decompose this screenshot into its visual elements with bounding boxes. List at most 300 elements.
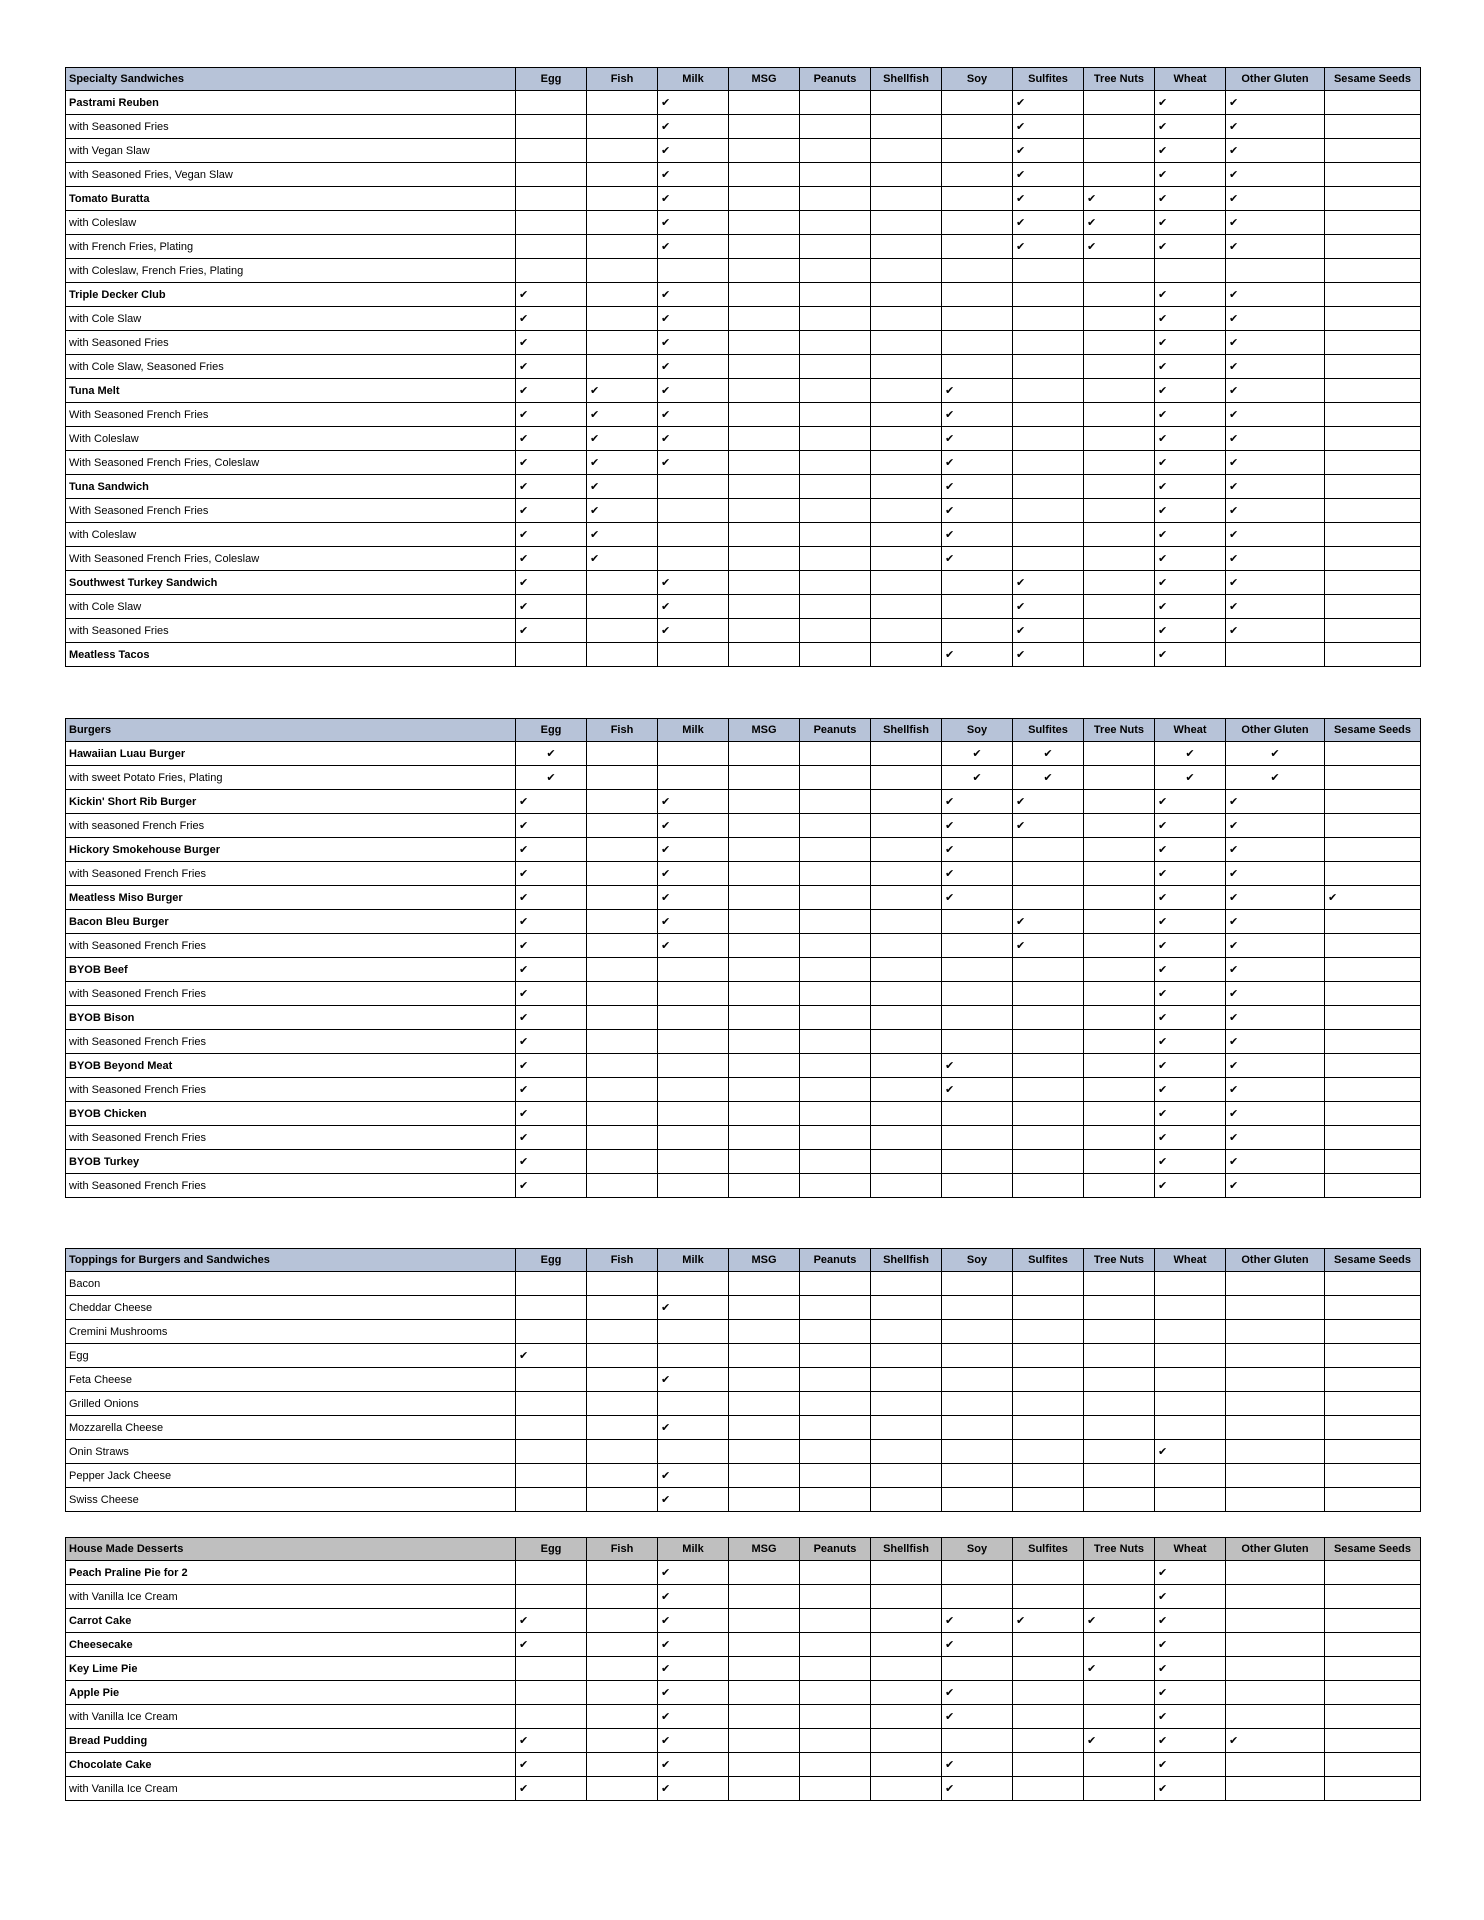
check-icon: ✔ [661,193,671,205]
cell-fish [587,1030,658,1054]
cell-peanuts [800,1320,871,1344]
table-row [66,619,1421,643]
table-row [66,1054,1421,1078]
check-icon: ✔ [519,409,529,421]
check-icon: ✔ [519,601,529,613]
cell-other-gluten [1226,814,1325,838]
check-icon: ✔ [661,892,671,904]
cell-wheat [1155,355,1226,379]
cell-shellfish [871,1054,942,1078]
cell-milk [658,1320,729,1344]
cell-egg [516,187,587,211]
cell-fish [587,379,658,403]
check-icon: ✔ [1158,505,1168,517]
cell-sesame-seeds [1325,1126,1421,1150]
check-icon: ✔ [1158,1060,1168,1072]
column-header-peanuts: Peanuts [800,1249,871,1272]
check-icon: ✔ [1229,169,1239,181]
cell-msg [729,742,800,766]
cell-wheat [1155,862,1226,886]
cell-sulfites [1013,163,1084,187]
cell-fish [587,1464,658,1488]
cell-shellfish [871,379,942,403]
check-icon: ✔ [1229,121,1239,133]
column-header-sulfites: Sulfites [1013,1249,1084,1272]
cell-soy [942,1272,1013,1296]
cell-msg [729,1488,800,1512]
cell-wheat [1155,766,1226,790]
cell-soy [942,403,1013,427]
cell-shellfish [871,259,942,283]
cell-egg [516,1416,587,1440]
cell-msg [729,163,800,187]
check-icon: ✔ [661,625,671,637]
check-icon: ✔ [1043,772,1053,784]
cell-peanuts [800,1416,871,1440]
cell-msg [729,1150,800,1174]
cell-fish [587,1681,658,1705]
cell-fish [587,331,658,355]
item-name: Bacon [66,1272,516,1296]
cell-sesame-seeds [1325,619,1421,643]
check-icon: ✔ [1229,577,1239,589]
cell-milk [658,595,729,619]
cell-sulfites [1013,1633,1084,1657]
cell-sesame-seeds [1325,1174,1421,1198]
check-icon: ✔ [972,748,982,760]
item-name: with Seasoned French Fries [66,862,516,886]
cell-milk [658,1174,729,1198]
check-icon: ✔ [1229,1108,1239,1120]
cell-egg [516,862,587,886]
cell-wheat [1155,1416,1226,1440]
cell-fish [587,307,658,331]
cell-soy [942,1440,1013,1464]
allergen-table [65,1537,1421,1801]
cell-tree-nuts [1084,283,1155,307]
table-row [66,115,1421,139]
cell-tree-nuts [1084,139,1155,163]
column-header-other-gluten: Other Gluten [1226,68,1325,91]
item-name: with Coleslaw, French Fries, Plating [66,259,516,283]
check-icon: ✔ [1016,940,1026,952]
cell-other-gluten [1226,523,1325,547]
cell-milk [658,163,729,187]
cell-egg [516,331,587,355]
item-name: Carrot Cake [66,1609,516,1633]
cell-milk [658,1681,729,1705]
check-icon: ✔ [519,1084,529,1096]
cell-shellfish [871,1585,942,1609]
table-row [66,1609,1421,1633]
cell-shellfish [871,862,942,886]
cell-shellfish [871,235,942,259]
cell-other-gluten [1226,1150,1325,1174]
cell-milk [658,259,729,283]
cell-sesame-seeds [1325,259,1421,283]
table-row [66,934,1421,958]
item-name: with sweet Potato Fries, Plating [66,766,516,790]
cell-fish [587,355,658,379]
cell-sesame-seeds [1325,643,1421,667]
cell-sulfites [1013,523,1084,547]
check-icon: ✔ [1229,892,1239,904]
check-icon: ✔ [1158,1446,1168,1458]
cell-other-gluten [1226,934,1325,958]
item-name: BYOB Turkey [66,1150,516,1174]
item-name: Meatless Tacos [66,643,516,667]
cell-other-gluten [1226,355,1325,379]
check-icon: ✔ [519,625,529,637]
cell-sesame-seeds [1325,1561,1421,1585]
check-icon: ✔ [1158,553,1168,565]
check-icon: ✔ [519,940,529,952]
cell-other-gluten [1226,427,1325,451]
check-icon: ✔ [1229,916,1239,928]
cell-wheat [1155,1150,1226,1174]
check-icon: ✔ [945,1060,955,1072]
cell-sesame-seeds [1325,1030,1421,1054]
check-icon: ✔ [1158,940,1168,952]
check-icon: ✔ [1016,97,1026,109]
cell-wheat [1155,163,1226,187]
cell-peanuts [800,886,871,910]
cell-peanuts [800,1344,871,1368]
cell-msg [729,1030,800,1054]
check-icon: ✔ [661,1615,671,1627]
column-header-egg: Egg [516,1538,587,1561]
check-icon: ✔ [546,748,556,760]
cell-shellfish [871,211,942,235]
cell-wheat [1155,1561,1226,1585]
column-header-tree-nuts: Tree Nuts [1084,68,1155,91]
cell-milk [658,307,729,331]
cell-fish [587,766,658,790]
check-icon: ✔ [1229,601,1239,613]
table-row [66,331,1421,355]
cell-shellfish [871,1296,942,1320]
item-name: Cremini Mushrooms [66,1320,516,1344]
cell-other-gluten [1226,91,1325,115]
cell-other-gluten [1226,1561,1325,1585]
check-icon: ✔ [661,1302,671,1314]
item-name: Southwest Turkey Sandwich [66,571,516,595]
cell-other-gluten [1226,331,1325,355]
cell-peanuts [800,403,871,427]
cell-soy [942,934,1013,958]
cell-soy [942,766,1013,790]
cell-tree-nuts [1084,1030,1155,1054]
check-icon: ✔ [590,385,600,397]
check-icon: ✔ [661,457,671,469]
column-header-wheat: Wheat [1155,719,1226,742]
cell-sesame-seeds [1325,379,1421,403]
check-icon: ✔ [1158,577,1168,589]
cell-peanuts [800,475,871,499]
item-name: with seasoned French Fries [66,814,516,838]
cell-soy [942,742,1013,766]
column-header-milk: Milk [658,1538,729,1561]
check-icon: ✔ [661,169,671,181]
cell-soy [942,1633,1013,1657]
check-icon: ✔ [519,1132,529,1144]
cell-tree-nuts [1084,958,1155,982]
cell-other-gluten [1226,1006,1325,1030]
cell-soy [942,1561,1013,1585]
cell-other-gluten [1226,1609,1325,1633]
check-icon: ✔ [1016,625,1026,637]
cell-tree-nuts [1084,643,1155,667]
cell-egg [516,403,587,427]
cell-sesame-seeds [1325,1320,1421,1344]
cell-soy [942,115,1013,139]
cell-tree-nuts [1084,355,1155,379]
cell-sesame-seeds [1325,403,1421,427]
cell-milk [658,1054,729,1078]
cell-wheat [1155,934,1226,958]
cell-msg [729,766,800,790]
cell-wheat [1155,1729,1226,1753]
column-header-msg: MSG [729,719,800,742]
check-icon: ✔ [1158,988,1168,1000]
cell-sulfites [1013,1705,1084,1729]
item-name: with Seasoned Fries [66,331,516,355]
column-header-sesame-seeds: Sesame Seeds [1325,1249,1421,1272]
cell-msg [729,1729,800,1753]
cell-sesame-seeds [1325,1416,1421,1440]
cell-soy [942,451,1013,475]
check-icon: ✔ [1229,796,1239,808]
cell-msg [729,187,800,211]
cell-sulfites [1013,862,1084,886]
cell-other-gluten [1226,982,1325,1006]
cell-shellfish [871,1126,942,1150]
cell-wheat [1155,619,1226,643]
cell-sesame-seeds [1325,1633,1421,1657]
cell-sesame-seeds [1325,1440,1421,1464]
cell-other-gluten [1226,379,1325,403]
cell-tree-nuts [1084,934,1155,958]
check-icon: ✔ [519,289,529,301]
cell-soy [942,1729,1013,1753]
cell-other-gluten [1226,1174,1325,1198]
cell-other-gluten [1226,403,1325,427]
check-icon: ✔ [1229,868,1239,880]
check-icon: ✔ [945,1639,955,1651]
cell-shellfish [871,619,942,643]
cell-sesame-seeds [1325,115,1421,139]
cell-sulfites [1013,1174,1084,1198]
cell-tree-nuts [1084,910,1155,934]
cell-wheat [1155,1705,1226,1729]
cell-peanuts [800,910,871,934]
cell-egg [516,1078,587,1102]
cell-shellfish [871,1753,942,1777]
cell-tree-nuts [1084,1102,1155,1126]
cell-egg [516,1368,587,1392]
cell-soy [942,619,1013,643]
cell-peanuts [800,958,871,982]
table-row [66,163,1421,187]
cell-wheat [1155,451,1226,475]
cell-egg [516,115,587,139]
item-name: BYOB Beyond Meat [66,1054,516,1078]
check-icon: ✔ [1229,1180,1239,1192]
cell-sulfites [1013,982,1084,1006]
table-row [66,307,1421,331]
cell-egg [516,139,587,163]
cell-shellfish [871,1030,942,1054]
cell-shellfish [871,1150,942,1174]
column-header-msg: MSG [729,1538,800,1561]
cell-fish [587,1416,658,1440]
check-icon: ✔ [1158,337,1168,349]
check-icon: ✔ [1158,385,1168,397]
item-name: with Seasoned Fries, Vegan Slaw [66,163,516,187]
table-row [66,1174,1421,1198]
cell-msg [729,643,800,667]
cell-shellfish [871,1705,942,1729]
cell-fish [587,115,658,139]
cell-wheat [1155,790,1226,814]
cell-peanuts [800,499,871,523]
item-name: with Cole Slaw [66,307,516,331]
check-icon: ✔ [945,868,955,880]
cell-soy [942,523,1013,547]
check-icon: ✔ [1087,1615,1097,1627]
cell-tree-nuts [1084,427,1155,451]
table-row [66,886,1421,910]
cell-peanuts [800,283,871,307]
cell-shellfish [871,1633,942,1657]
cell-peanuts [800,1126,871,1150]
cell-shellfish [871,1078,942,1102]
cell-milk [658,211,729,235]
cell-sesame-seeds [1325,934,1421,958]
cell-wheat [1155,1368,1226,1392]
check-icon: ✔ [1016,145,1026,157]
table-row [66,1344,1421,1368]
cell-egg [516,982,587,1006]
cell-sulfites [1013,1561,1084,1585]
cell-peanuts [800,862,871,886]
cell-tree-nuts [1084,862,1155,886]
cell-sulfites [1013,307,1084,331]
table-row [66,91,1421,115]
cell-fish [587,1440,658,1464]
cell-sesame-seeds [1325,1753,1421,1777]
cell-other-gluten [1226,1633,1325,1657]
cell-wheat [1155,1102,1226,1126]
check-icon: ✔ [661,1783,671,1795]
cell-milk [658,1296,729,1320]
cell-egg [516,1729,587,1753]
item-name: With Seasoned French Fries, Coleslaw [66,547,516,571]
cell-sulfites [1013,643,1084,667]
cell-egg [516,475,587,499]
table-row [66,595,1421,619]
cell-fish [587,1054,658,1078]
cell-egg [516,283,587,307]
table-row [66,1320,1421,1344]
cell-milk [658,886,729,910]
cell-fish [587,742,658,766]
check-icon: ✔ [1229,481,1239,493]
cell-other-gluten [1226,958,1325,982]
cell-peanuts [800,571,871,595]
cell-shellfish [871,595,942,619]
cell-msg [729,619,800,643]
cell-wheat [1155,379,1226,403]
cell-msg [729,1174,800,1198]
cell-peanuts [800,523,871,547]
cell-other-gluten [1226,1272,1325,1296]
table-row [66,910,1421,934]
cell-peanuts [800,814,871,838]
cell-msg [729,595,800,619]
table-row [66,1150,1421,1174]
column-header-fish: Fish [587,68,658,91]
check-icon: ✔ [1229,529,1239,541]
table-row [66,139,1421,163]
cell-fish [587,838,658,862]
check-icon: ✔ [519,385,529,397]
cell-sulfites [1013,742,1084,766]
item-name: with Seasoned French Fries [66,934,516,958]
check-icon: ✔ [945,553,955,565]
check-icon: ✔ [590,409,600,421]
table-row [66,1753,1421,1777]
check-icon: ✔ [519,1036,529,1048]
cell-msg [729,1006,800,1030]
cell-msg [729,427,800,451]
column-header-soy: Soy [942,719,1013,742]
check-icon: ✔ [1016,916,1026,928]
cell-egg [516,571,587,595]
cell-egg [516,355,587,379]
cell-milk [658,1392,729,1416]
cell-msg [729,1705,800,1729]
cell-tree-nuts [1084,547,1155,571]
cell-peanuts [800,1078,871,1102]
cell-msg [729,1078,800,1102]
cell-shellfish [871,1174,942,1198]
cell-sulfites [1013,595,1084,619]
cell-msg [729,1272,800,1296]
column-header-sesame-seeds: Sesame Seeds [1325,68,1421,91]
column-header-milk: Milk [658,68,729,91]
cell-msg [729,910,800,934]
check-icon: ✔ [1158,1663,1168,1675]
cell-soy [942,475,1013,499]
item-name: with Seasoned Fries [66,115,516,139]
check-icon: ✔ [590,553,600,565]
cell-egg [516,451,587,475]
column-header-sesame-seeds: Sesame Seeds [1325,719,1421,742]
table-row [66,187,1421,211]
cell-other-gluten [1226,1705,1325,1729]
check-icon: ✔ [1158,193,1168,205]
check-icon: ✔ [1158,601,1168,613]
item-name: With Seasoned French Fries [66,403,516,427]
cell-soy [942,1344,1013,1368]
check-icon: ✔ [519,916,529,928]
cell-sesame-seeds [1325,1729,1421,1753]
cell-milk [658,1126,729,1150]
cell-msg [729,139,800,163]
check-icon: ✔ [1158,361,1168,373]
cell-milk [658,91,729,115]
